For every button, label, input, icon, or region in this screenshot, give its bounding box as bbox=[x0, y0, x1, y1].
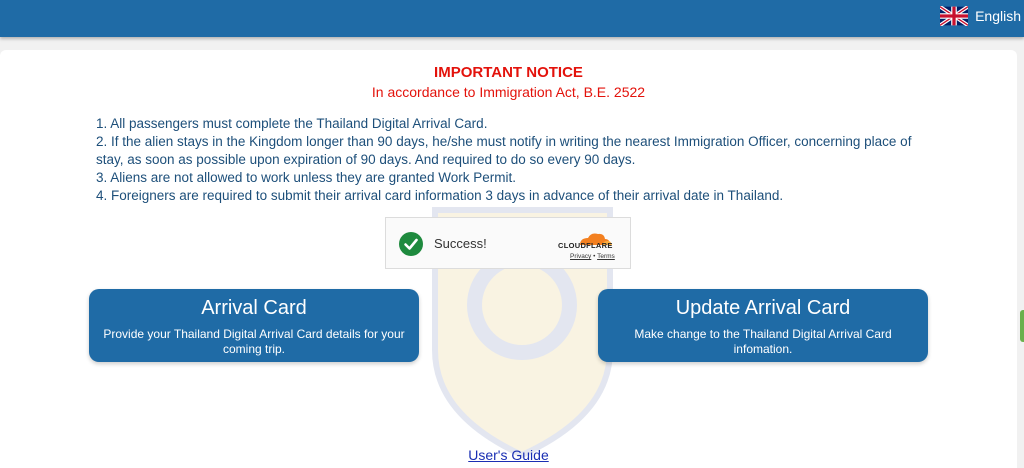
captcha-link-separator: • bbox=[593, 253, 596, 260]
update-arrival-card-title: Update Arrival Card bbox=[675, 297, 851, 319]
notice-subtitle: In accordance to Immigration Act, B.E. 2522 bbox=[371, 84, 646, 100]
success-check-icon bbox=[399, 232, 423, 256]
language-label[interactable]: English bbox=[975, 8, 1021, 24]
notice-rules-list bbox=[96, 115, 916, 205]
users-guide-link[interactable]: User's Guide bbox=[468, 447, 549, 463]
notice-rule: 4. Foreigners are required to submit their arrival card information 3 days in advance of their arrival date in Thailand. bbox=[96, 188, 784, 203]
update-arrival-card-description: Make change to the Thailand Digital Arrival Card infomation. bbox=[634, 327, 892, 356]
update-arrival-card-button[interactable] bbox=[598, 289, 928, 362]
arrival-card-description: Provide your Thailand Digital Arrival Card details for your coming trip. bbox=[103, 327, 405, 356]
notice-title: IMPORTANT NOTICE bbox=[434, 64, 583, 81]
cloudflare-brand: CLOUDFLARE bbox=[558, 241, 613, 250]
captcha-terms-link[interactable]: Terms bbox=[597, 253, 615, 260]
notice-rule: 3. Aliens are not allowed to work unless they are granted Work Permit. bbox=[96, 170, 516, 185]
guide-link-row bbox=[0, 447, 1017, 463]
language-selector[interactable] bbox=[940, 5, 1021, 27]
arrival-card-button[interactable] bbox=[89, 289, 419, 362]
notice-rule: 1. All passengers must complete the Thailand Digital Arrival Card. bbox=[96, 116, 488, 131]
notice-rule: 2. If the alien stays in the Kingdom longer than 90 days, he/she must notify in writing the nearest Immigration Officer, concerning place of stay, as soon as possible upon expiration of 90 days. And required to do so every 90 days. bbox=[96, 134, 912, 167]
uk-flag-icon bbox=[940, 6, 968, 26]
main-card bbox=[0, 50, 1017, 468]
cloudflare-captcha-widget[interactable] bbox=[385, 217, 631, 269]
captcha-links bbox=[570, 253, 615, 260]
side-feedback-tab[interactable] bbox=[1020, 310, 1024, 342]
captcha-privacy-link[interactable]: Privacy bbox=[570, 253, 592, 260]
captcha-status: Success! bbox=[434, 236, 487, 251]
arrival-card-title: Arrival Card bbox=[201, 297, 307, 319]
top-bar bbox=[0, 0, 1024, 37]
